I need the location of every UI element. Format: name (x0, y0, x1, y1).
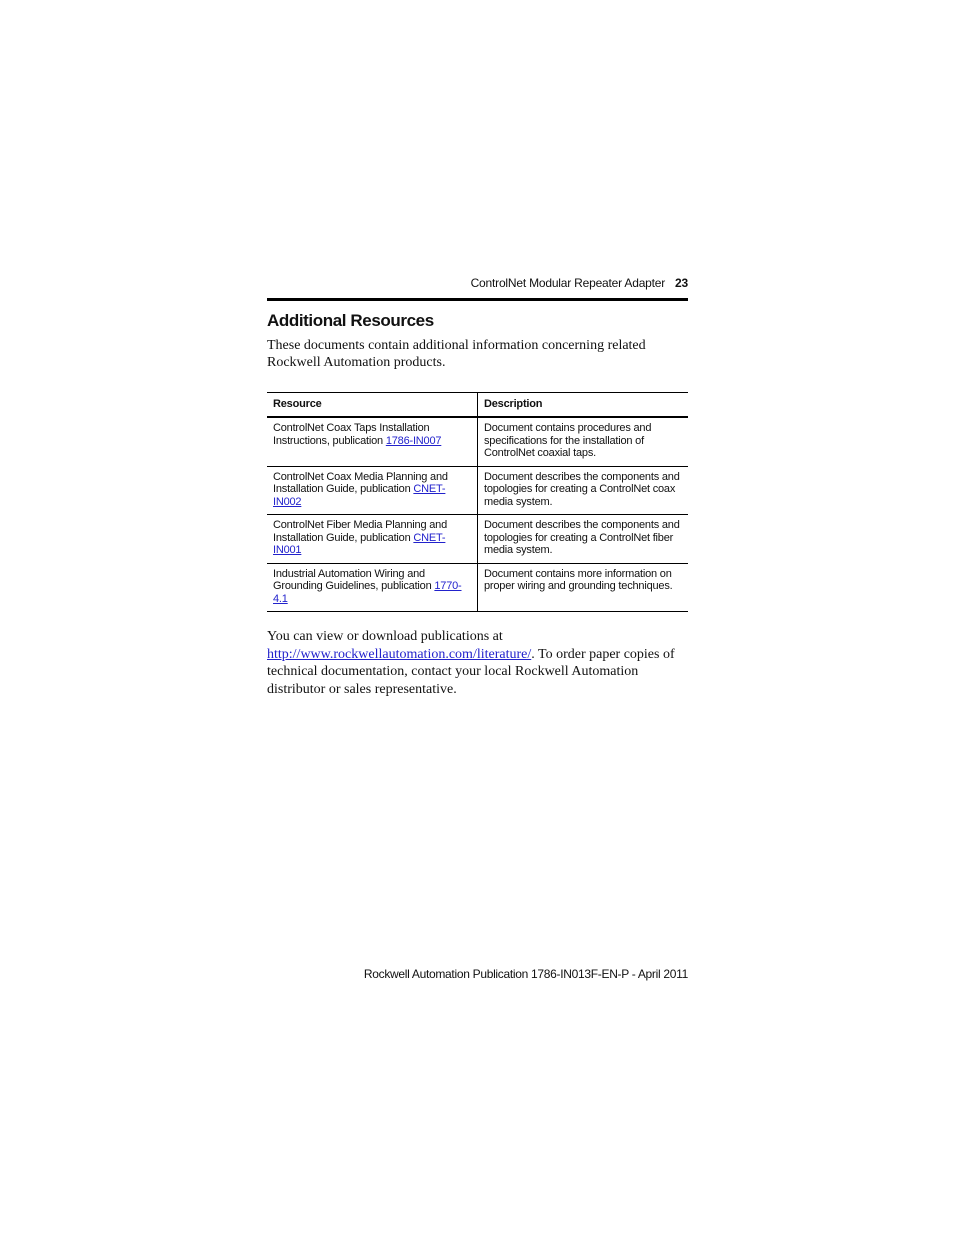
closing-paragraph (267, 628, 688, 698)
resource-text: ControlNet Coax Media Planning and Installation Guide, publication (273, 470, 448, 495)
table-row (267, 515, 688, 564)
header-rule (267, 298, 688, 301)
resource-cell (267, 466, 478, 515)
column-header-resource: Resource (267, 393, 478, 418)
table-row (267, 417, 688, 466)
table-row (267, 563, 688, 612)
section-title: Additional Resources (267, 311, 434, 330)
description-cell: Document describes the components and topologies for creating a ControlNet fiber media system. (478, 515, 689, 564)
publication-link-cnet-in001[interactable]: CNET-IN001 (273, 531, 446, 556)
resource-text: ControlNet Coax Taps Installation Instructions, publication (273, 422, 430, 447)
resource-cell (267, 417, 478, 466)
table-row (267, 466, 688, 515)
table-header-row (267, 393, 688, 418)
column-header-description: Description (478, 393, 689, 418)
resources-table (267, 392, 688, 612)
closing-text-after: . To order paper copies of technical documentation, contact your local Rockwell Automation distributor or sales representative. (267, 646, 675, 697)
running-header-title: ControlNet Modular Repeater Adapter (470, 276, 666, 290)
literature-url-link[interactable]: http://www.rockwellautomation.com/literature/ (267, 646, 532, 662)
closing-text-before: You can view or download publications at (267, 629, 503, 644)
running-header (267, 276, 688, 290)
page-number: 23 (675, 276, 688, 290)
description-cell: Document describes the components and topologies for creating a ControlNet coax media system. (478, 466, 689, 515)
description-cell: Document contains procedures and specifications for the installation of ControlNet coaxial taps. (478, 417, 689, 466)
intro-paragraph: These documents contain additional information concerning related Rockwell Automation products. (267, 338, 646, 370)
resource-cell (267, 515, 478, 564)
resource-text: ControlNet Fiber Media Planning and Installation Guide, publication (273, 519, 447, 544)
resource-text: Industrial Automation Wiring and Grounding Guidelines, publication (273, 567, 435, 592)
publication-link-1770-4-1[interactable]: 1770-4.1 (273, 580, 462, 605)
publication-link-cnet-in002[interactable]: CNET-IN002 (273, 483, 446, 508)
resource-cell (267, 563, 478, 612)
publication-link-1786-in007[interactable]: 1786-IN007 (385, 434, 442, 447)
description-cell: Document contains more information on proper wiring and grounding techniques. (478, 563, 689, 612)
publication-footer: Rockwell Automation Publication 1786-IN013F-EN-P - April 2011 (363, 967, 688, 981)
